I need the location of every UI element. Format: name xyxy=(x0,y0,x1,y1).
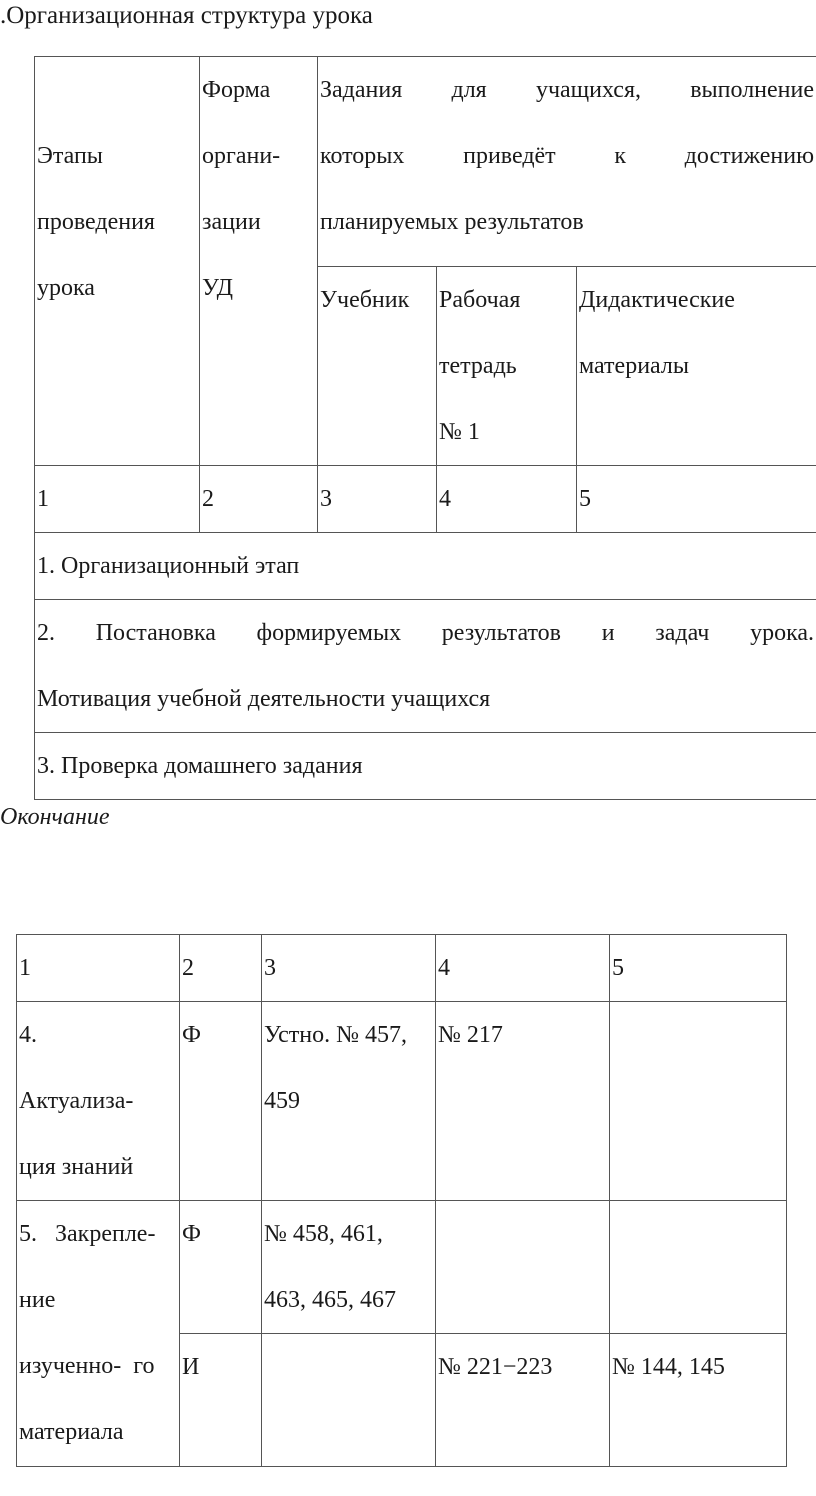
header-tasks-line2: которых приведёт к достижению xyxy=(320,143,815,169)
row-organizational-stage: 1. Организационный этап xyxy=(35,533,816,600)
row4-workbook: № 217 xyxy=(436,1002,610,1201)
header-tasks-line3: планируемых результатов xyxy=(320,209,584,235)
col-number: 3 xyxy=(262,935,436,1002)
header-workbook: Рабочая тетрадь № 1 xyxy=(437,267,577,466)
header-didactic: Дидактические материалы xyxy=(577,267,816,466)
row5a-form: Ф xyxy=(180,1201,262,1334)
table-row xyxy=(35,533,816,600)
row5a-workbook xyxy=(436,1201,610,1334)
table-row xyxy=(17,1201,787,1334)
row5-stage-line1: 5. Закрепле- xyxy=(19,1221,156,1247)
row5b-form: И xyxy=(180,1334,262,1467)
header-textbook: Учебник xyxy=(318,267,437,466)
header-form: Форма органи- зации УД xyxy=(200,57,318,466)
row5-stage-line3: изученно- го xyxy=(19,1353,155,1379)
row-goals-motivation xyxy=(35,600,816,733)
header-tasks-line1: Задания для учащихся, выполнение xyxy=(320,77,815,103)
header-stages: Этапы проведения урока xyxy=(35,57,200,466)
table-number-row xyxy=(35,466,816,533)
row5a-didactic xyxy=(610,1201,787,1334)
col-number: 4 xyxy=(436,935,610,1002)
row-goals-line2: Мотивация учебной деятельности учащихся xyxy=(37,686,491,712)
lesson-structure-table-continued xyxy=(16,934,787,1467)
row-goals-line1: 2. Постановка формируемых результатов и задач урока. xyxy=(37,620,815,646)
row4-stage: 4. Актуализа- ция знаний xyxy=(17,1002,180,1201)
row5a-textbook: № 458, 461, 463, 465, 467 xyxy=(262,1201,436,1334)
col-number: 1 xyxy=(35,466,200,533)
table-number-row xyxy=(17,935,787,1002)
col-number: 5 xyxy=(577,466,816,533)
col-number: 4 xyxy=(437,466,577,533)
row5b-textbook xyxy=(262,1334,436,1467)
row5-stage xyxy=(17,1201,180,1467)
col-number: 2 xyxy=(180,935,262,1002)
col-number: 1 xyxy=(17,935,180,1002)
row-homework-check: 3. Проверка домашнего задания xyxy=(35,733,816,800)
row5b-workbook: № 221−223 xyxy=(436,1334,610,1467)
row4-textbook: Устно. № 457, 459 xyxy=(262,1002,436,1201)
table-header-row xyxy=(35,57,816,267)
col-number: 3 xyxy=(318,466,437,533)
col-number: 5 xyxy=(610,935,787,1002)
row4-form: Ф xyxy=(180,1002,262,1201)
continuation-caption: Окончание xyxy=(0,804,110,830)
page-title: .Организационная структура урока xyxy=(0,2,373,29)
col-number: 2 xyxy=(200,466,318,533)
table-row xyxy=(35,600,816,733)
header-tasks xyxy=(318,57,816,267)
row5b-didactic: № 144, 145 xyxy=(610,1334,787,1467)
table-row xyxy=(17,1002,787,1201)
row5-stage-line4: материала xyxy=(19,1419,124,1445)
row4-didactic xyxy=(610,1002,787,1201)
row5-stage-line2: ние xyxy=(19,1287,56,1313)
table-row xyxy=(35,733,816,800)
lesson-structure-table xyxy=(34,56,816,800)
